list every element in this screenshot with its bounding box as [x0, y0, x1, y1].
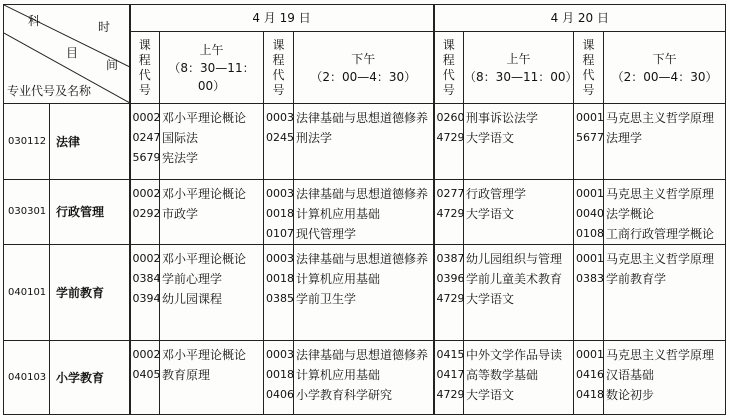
period-name: 上午 [506, 51, 531, 66]
exam-schedule-table [3, 4, 726, 415]
course-code-header-char: 程 [582, 52, 595, 67]
course-code: 0385 [266, 292, 294, 305]
course-name: 大学语文 [466, 292, 515, 306]
major-name: 法律 [50, 104, 130, 180]
course-name: 数论初步 [606, 388, 655, 402]
course-code: 0245 [266, 131, 294, 144]
course-name: 计算机应用基础 [296, 207, 381, 221]
course-name: 刑法学 [296, 131, 333, 145]
course-names-cell [160, 341, 264, 415]
course-name: 小学教育科学研究 [296, 388, 393, 402]
period-header [160, 32, 264, 104]
corner-label-subject-top: 科 [28, 14, 41, 28]
course-names-cell [160, 245, 264, 341]
course-name: 市政学 [162, 207, 199, 221]
period-header [464, 32, 578, 104]
course-codes-cell [574, 341, 604, 415]
course-code: 0002 [132, 187, 161, 200]
course-code: 0394 [132, 292, 161, 305]
course-code: 4729 [436, 131, 465, 144]
major-name: 小学教育 [50, 341, 130, 415]
course-name: 大学语文 [466, 388, 515, 402]
course-codes-cell [130, 180, 160, 245]
period-time: （8：30—11：00） [168, 60, 255, 93]
course-name: 法律基础与思想道德修养 [296, 348, 429, 362]
course-name: 法律基础与思想道德修养 [296, 252, 429, 266]
course-name: 国际法 [162, 131, 199, 145]
course-code-header-char: 号 [582, 82, 595, 97]
corner-label-time: 时 [98, 20, 111, 34]
major-row [4, 245, 726, 341]
course-name: 汉语基础 [606, 368, 655, 382]
course-code: 0002 [132, 111, 161, 124]
course-code-header-char: 课 [582, 37, 595, 52]
course-code: 0002 [132, 252, 161, 265]
course-name: 法理学 [606, 131, 643, 145]
course-code-header [574, 32, 604, 104]
course-name: 法律基础与思想道德修养 [296, 111, 429, 125]
course-names-cell [160, 180, 264, 245]
period-header [604, 32, 726, 104]
corner-header-cell [4, 5, 130, 104]
course-code-header-char: 课 [138, 37, 151, 52]
course-code: 5677 [576, 131, 605, 144]
major-row [4, 104, 726, 180]
course-code-header-char: 程 [272, 52, 285, 67]
major-code: 030301 [4, 180, 50, 245]
course-name: 计算机应用基础 [296, 272, 381, 286]
course-code: 0018 [266, 272, 294, 285]
course-code-header [434, 32, 464, 104]
period-name: 上午 [199, 42, 224, 57]
course-name: 马克思主义哲学原理 [606, 111, 715, 125]
course-code-header-char: 程 [138, 52, 151, 67]
course-code-header-char: 号 [138, 82, 151, 97]
period-name: 下午 [351, 51, 376, 66]
period-name: 下午 [652, 51, 677, 66]
course-code-header-char: 课 [442, 37, 455, 52]
course-name: 马克思主义哲学原理 [606, 252, 715, 266]
course-code-header-char: 代 [442, 67, 455, 82]
course-codes-cell [130, 245, 160, 341]
course-name: 大学语文 [466, 131, 515, 145]
date-header-day2: 4 月 20 日 [434, 5, 726, 32]
course-name: 中外文学作品导读 [466, 348, 563, 362]
course-codes-cell [264, 245, 294, 341]
course-codes-cell [434, 341, 464, 415]
course-code: 0003 [266, 348, 294, 361]
course-name: 邓小平理论概论 [162, 348, 247, 362]
course-names-cell [294, 104, 434, 180]
course-name: 马克思主义哲学原理 [606, 187, 715, 201]
course-code-header-char: 代 [272, 67, 285, 82]
period-time: （8：30—11：00） [464, 69, 578, 84]
course-names-cell [464, 104, 574, 180]
course-code: 0018 [266, 207, 294, 220]
course-code: 0002 [132, 348, 161, 361]
course-name: 法律基础与思想道德修养 [296, 187, 429, 201]
course-name: 马克思主义哲学原理 [606, 348, 715, 362]
course-codes-cell [130, 104, 160, 180]
major-name: 行政管理 [50, 180, 130, 245]
course-code-header-char: 代 [138, 67, 151, 82]
course-code: 0384 [132, 272, 161, 285]
period-time: （2：00—4：30） [611, 69, 718, 84]
course-code: 5679 [132, 151, 161, 164]
course-name: 学前教育学 [606, 272, 667, 286]
course-code: 0396 [436, 272, 465, 285]
corner-label-major: 专业代号及名称 [7, 84, 92, 98]
course-names-cell [294, 180, 434, 245]
course-code: 0418 [576, 388, 605, 401]
course-code: 4729 [436, 207, 465, 220]
course-codes-cell [264, 180, 294, 245]
course-name: 刑事诉讼法学 [466, 111, 539, 125]
period-time: （2：00—4：30） [310, 69, 417, 84]
course-code: 0415 [436, 348, 465, 361]
course-name: 行政管理学 [466, 187, 527, 201]
course-name: 计算机应用基础 [296, 368, 381, 382]
course-code: 0040 [576, 207, 605, 220]
course-names-cell [604, 104, 726, 180]
course-name: 邓小平理论概论 [162, 111, 247, 125]
course-code: 0001 [576, 111, 605, 124]
course-name: 幼儿园课程 [162, 292, 223, 306]
course-codes-cell [130, 341, 160, 415]
course-code: 0003 [266, 111, 294, 124]
course-code: 0292 [132, 207, 161, 220]
course-name: 学前卫生学 [296, 292, 357, 306]
course-code-header-char: 课 [272, 37, 285, 52]
course-code: 0001 [576, 187, 605, 200]
course-code: 0001 [576, 348, 605, 361]
course-code: 0003 [266, 252, 294, 265]
course-names-cell [294, 341, 434, 415]
course-code-header [130, 32, 160, 104]
course-names-cell [160, 104, 264, 180]
course-code: 0406 [266, 388, 294, 401]
course-names-cell [604, 180, 726, 245]
course-code: 0260 [436, 111, 465, 124]
course-name: 邓小平理论概论 [162, 187, 247, 201]
course-codes-cell [574, 104, 604, 180]
course-code: 4729 [436, 388, 465, 401]
course-code-header-char: 号 [272, 82, 285, 97]
course-code: 0003 [266, 187, 294, 200]
course-code: 0387 [436, 252, 465, 265]
course-name: 邓小平理论概论 [162, 252, 247, 266]
course-codes-cell [574, 245, 604, 341]
corner-label-mu: 目 [66, 46, 79, 60]
course-code-header-char: 号 [442, 82, 455, 97]
course-names-cell [604, 245, 726, 341]
course-name: 高等数学基础 [466, 368, 539, 382]
course-name: 工商行政管理学概论 [606, 227, 715, 241]
major-code: 030112 [4, 104, 50, 180]
course-code: 0107 [266, 227, 294, 240]
course-code: 0417 [436, 368, 465, 381]
course-names-cell [464, 180, 574, 245]
course-code: 0001 [576, 252, 605, 265]
course-code-header [264, 32, 294, 104]
course-code-header-char: 代 [582, 67, 595, 82]
course-codes-cell [434, 245, 464, 341]
major-row [4, 180, 726, 245]
course-name: 现代管理学 [296, 227, 357, 241]
course-name: 法学概论 [606, 207, 655, 221]
date-header-day1: 4 月 19 日 [130, 5, 434, 32]
course-name: 大学语文 [466, 207, 515, 221]
period-header [294, 32, 434, 104]
course-name: 学前心理学 [162, 272, 223, 286]
course-code: 0247 [132, 131, 161, 144]
course-codes-cell [264, 104, 294, 180]
course-names-cell [294, 245, 434, 341]
course-code: 4729 [436, 292, 465, 305]
major-code: 040101 [4, 245, 50, 341]
course-names-cell [464, 245, 574, 341]
course-name: 学前儿童美术教育 [466, 272, 563, 286]
course-names-cell [604, 341, 726, 415]
course-codes-cell [574, 180, 604, 245]
course-code: 0108 [576, 227, 605, 240]
course-codes-cell [264, 341, 294, 415]
course-name: 幼儿园组织与管理 [466, 252, 563, 266]
course-name: 宪法学 [162, 151, 199, 165]
course-codes-cell [434, 180, 464, 245]
course-code: 0405 [132, 368, 161, 381]
corner-label-jian: 间 [106, 58, 119, 72]
major-row [4, 341, 726, 415]
course-codes-cell [434, 104, 464, 180]
course-code: 0018 [266, 368, 294, 381]
course-code: 0277 [436, 187, 465, 200]
major-code: 040103 [4, 341, 50, 415]
course-name: 教育原理 [162, 368, 211, 382]
course-code: 0383 [576, 272, 605, 285]
course-code: 0416 [576, 368, 605, 381]
course-code-header-char: 程 [442, 52, 455, 67]
course-names-cell [464, 341, 574, 415]
major-name: 学前教育 [50, 245, 130, 341]
